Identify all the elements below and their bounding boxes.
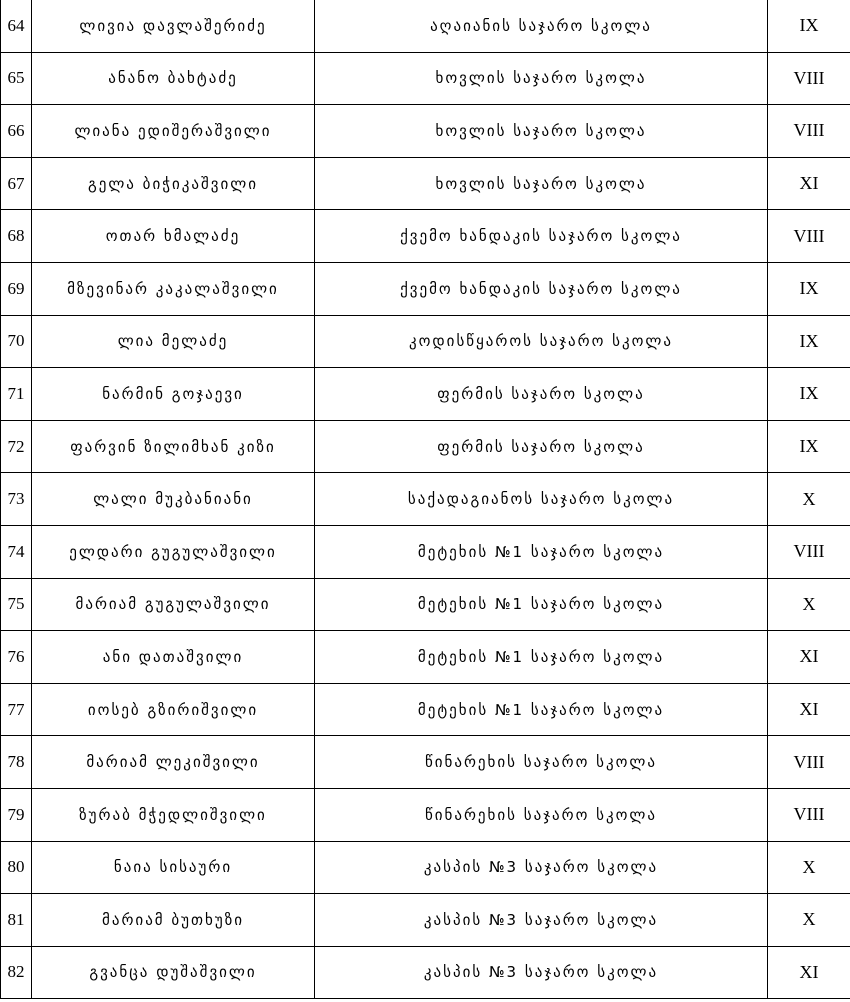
- grade: IX: [768, 315, 850, 368]
- row-number: 81: [1, 894, 32, 947]
- grade: XI: [768, 157, 850, 210]
- school-name: აღაიანის საჯარო სკოლა: [315, 0, 768, 52]
- table-row: [1, 315, 850, 368]
- student-name: გვანცა დუშაშვილი: [32, 946, 315, 999]
- grade: IX: [768, 420, 850, 473]
- school-name: მეტეხის №1 საჯარო სკოლა: [315, 578, 768, 631]
- school-name: წინარეხის საჯარო სკოლა: [315, 736, 768, 789]
- student-name: მარიამ ლეკიშვილი: [32, 736, 315, 789]
- table-row: [1, 473, 850, 526]
- participants-table-body: [1, 0, 850, 999]
- row-number: 64: [1, 0, 32, 52]
- student-name: მზევინარ კაკალაშვილი: [32, 262, 315, 315]
- row-number: 66: [1, 105, 32, 158]
- school-name: კასპის №3 საჯარო სკოლა: [315, 841, 768, 894]
- student-name: ოთარ ხმალაძე: [32, 210, 315, 263]
- grade: XI: [768, 946, 850, 999]
- school-name: ხოვლის საჯარო სკოლა: [315, 52, 768, 105]
- student-name: ნაია სისაური: [32, 841, 315, 894]
- grade: VIII: [768, 105, 850, 158]
- student-name: მარიამ გუგულაშვილი: [32, 578, 315, 631]
- student-name: ნარმინ გოჯაევი: [32, 368, 315, 421]
- student-name: ელდარი გუგულაშვილი: [32, 525, 315, 578]
- student-name: ანანო ბახტაძე: [32, 52, 315, 105]
- school-name: მეტეხის №1 საჯარო სკოლა: [315, 631, 768, 684]
- table-row: [1, 0, 850, 52]
- row-number: 70: [1, 315, 32, 368]
- grade: X: [768, 473, 850, 526]
- grade: VIII: [768, 525, 850, 578]
- student-name: იოსებ გზირიშვილი: [32, 683, 315, 736]
- table-row: [1, 525, 850, 578]
- school-name: ხოვლის საჯარო სკოლა: [315, 105, 768, 158]
- student-name: ფარვინ ზილიმხან კიზი: [32, 420, 315, 473]
- table-row: [1, 788, 850, 841]
- grade: XI: [768, 631, 850, 684]
- table-row: [1, 578, 850, 631]
- school-name: ფერმის საჯარო სკოლა: [315, 420, 768, 473]
- row-number: 77: [1, 683, 32, 736]
- grade: IX: [768, 368, 850, 421]
- row-number: 68: [1, 210, 32, 263]
- table-row: [1, 683, 850, 736]
- grade: VIII: [768, 736, 850, 789]
- school-name: საქადაგიანოს საჯარო სკოლა: [315, 473, 768, 526]
- table-row: [1, 894, 850, 947]
- table-row: [1, 368, 850, 421]
- grade: XI: [768, 683, 850, 736]
- school-name: კოდისწყაროს საჯარო სკოლა: [315, 315, 768, 368]
- school-name: კასპის №3 საჯარო სკოლა: [315, 946, 768, 999]
- row-number: 82: [1, 946, 32, 999]
- row-number: 74: [1, 525, 32, 578]
- student-name: ლია მელაძე: [32, 315, 315, 368]
- grade: IX: [768, 0, 850, 52]
- student-name: მარიამ ბუთხუზი: [32, 894, 315, 947]
- table-row: [1, 262, 850, 315]
- grade: VIII: [768, 52, 850, 105]
- school-name: ხოვლის საჯარო სკოლა: [315, 157, 768, 210]
- table-row: [1, 52, 850, 105]
- student-name: ლივია დავლაშერიძე: [32, 0, 315, 52]
- grade: VIII: [768, 788, 850, 841]
- table-row: [1, 841, 850, 894]
- row-number: 65: [1, 52, 32, 105]
- table-row: [1, 631, 850, 684]
- row-number: 80: [1, 841, 32, 894]
- row-number: 69: [1, 262, 32, 315]
- row-number: 73: [1, 473, 32, 526]
- table-row: [1, 157, 850, 210]
- school-name: მეტეხის №1 საჯარო სკოლა: [315, 683, 768, 736]
- student-name: ლალი მუკბანიანი: [32, 473, 315, 526]
- grade: X: [768, 578, 850, 631]
- student-name: ანი დათაშვილი: [32, 631, 315, 684]
- school-name: წინარეხის საჯარო სკოლა: [315, 788, 768, 841]
- table-row: [1, 420, 850, 473]
- row-number: 67: [1, 157, 32, 210]
- school-name: ქვემო ხანდაკის საჯარო სკოლა: [315, 210, 768, 263]
- table-row: [1, 736, 850, 789]
- school-name: კასპის №3 საჯარო სკოლა: [315, 894, 768, 947]
- row-number: 72: [1, 420, 32, 473]
- grade: IX: [768, 262, 850, 315]
- school-name: მეტეხის №1 საჯარო სკოლა: [315, 525, 768, 578]
- table-row: [1, 210, 850, 263]
- grade: X: [768, 841, 850, 894]
- grade: X: [768, 894, 850, 947]
- school-name: ფერმის საჯარო სკოლა: [315, 368, 768, 421]
- row-number: 78: [1, 736, 32, 789]
- grade: VIII: [768, 210, 850, 263]
- student-name: გელა ბიჭიკაშვილი: [32, 157, 315, 210]
- table-row: [1, 946, 850, 999]
- row-number: 75: [1, 578, 32, 631]
- school-name: ქვემო ხანდაკის საჯარო სკოლა: [315, 262, 768, 315]
- table-row: [1, 105, 850, 158]
- student-name: ლიანა ედიშერაშვილი: [32, 105, 315, 158]
- row-number: 79: [1, 788, 32, 841]
- row-number: 71: [1, 368, 32, 421]
- row-number: 76: [1, 631, 32, 684]
- student-name: ზურაბ მჭედლიშვილი: [32, 788, 315, 841]
